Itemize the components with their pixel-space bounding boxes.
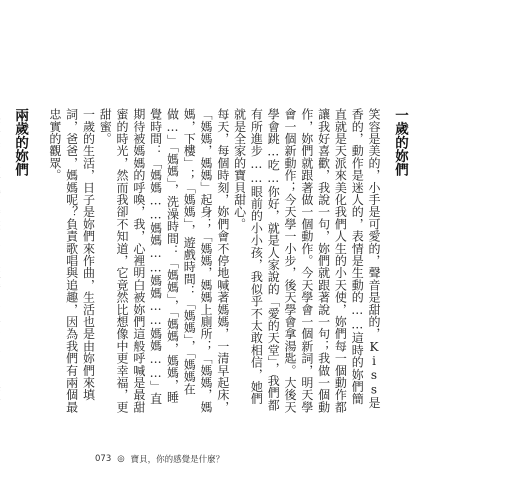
vertical-text-block bbox=[0, 108, 412, 413]
paragraph-1: 笑容是美的，小手是可愛的，聲音是甜的，Kiss是香的，動作是迷人的，表情是生動的……這時的妳們簡直就是天派來美化我們人生的小天使，妳們每一個動作都讓我好喜歡，我說一句，妳們就跟著說一句；我做一個動作，妳們就跟著做一個動作。今天學會一個新詞，明天學會一個新動作；今天學一小步，後天學會拿湯匙。大後天學會跳…吃…你好，就是人家說的「愛的天堂」，我們都有所進步……眼前的小小孩，我似乎不太敢相信，她們就是全家的寶貝甜心。 bbox=[232, 108, 381, 413]
section-heading-one-year-old: 一歲的妳們 bbox=[392, 108, 408, 177]
paragraph-4 bbox=[0, 108, 2, 413]
footer-separator: ◎ bbox=[117, 454, 125, 464]
page-number: 073 bbox=[95, 454, 112, 464]
paragraph-3: 一歲的生活，日子是妳們來作曲，生活也是由妳們來填詞，爸爸，媽媽呢？負責歌唱與追趣，因為我們有兩個最忠實的觀眾。 bbox=[47, 108, 96, 413]
paragraph-2: 每天，每個時刻，妳們會不停地喊著媽媽，一清早起床，「媽媽，媽媽」起身；「媽媽，媽媽上廁所；「媽媽，媽媽，下樓」；「媽媽」，遊戲時間：「媽媽」，「媽媽在做…」「媽媽」，洗澡時間：「媽媽」，「媽媽，媽媽，睡覺時間：「媽媽……媽媽……媽媽……媽媽……」直期待被媽媽的呼喚，我，心裡明白被妳們這般呼喊是最甜蜜的時光，然而我卻不知道，它竟然比想像中更幸福，更甜蜜。 bbox=[98, 108, 230, 413]
running-title: 寶貝，你的感覺是什麼？ bbox=[130, 455, 225, 465]
section-heading-two-year-old: 兩歲的妳們 bbox=[12, 108, 29, 177]
page-footer bbox=[95, 453, 224, 465]
